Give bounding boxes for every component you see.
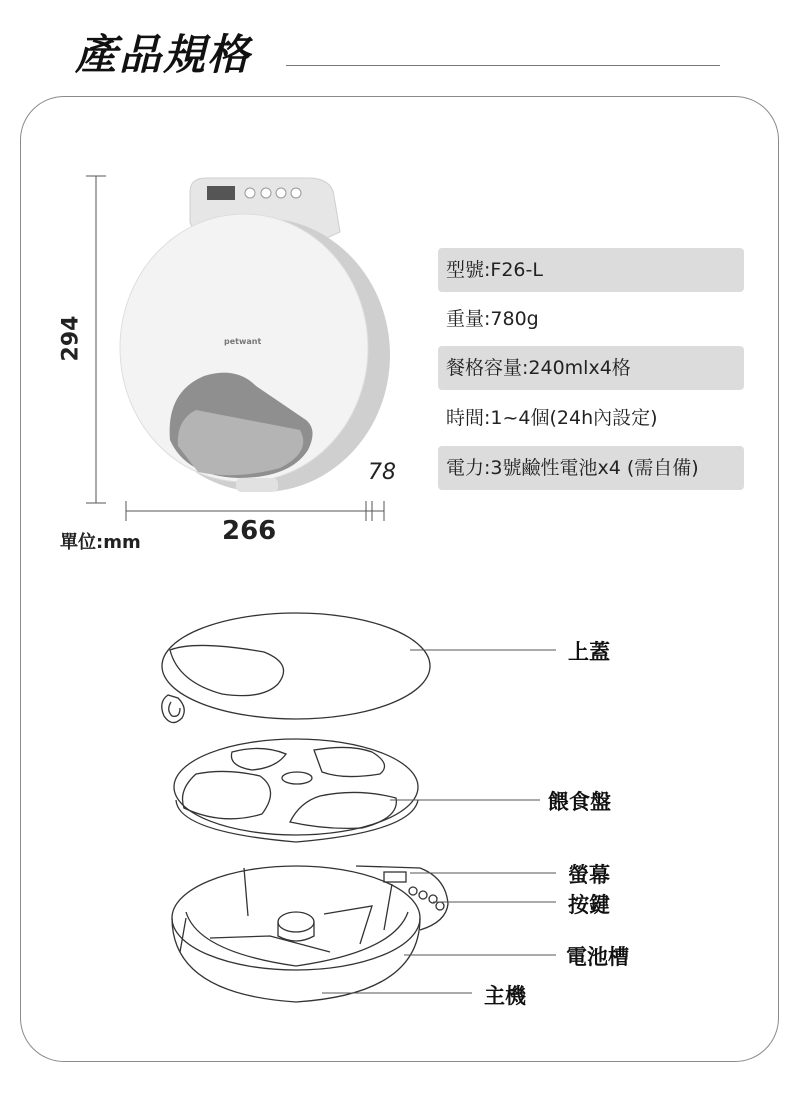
brand-logo: petwant — [224, 337, 262, 346]
part-label-lid: 上蓋 — [568, 640, 610, 664]
spec-capacity: 餐格容量:240mlx4格 — [438, 346, 744, 390]
lid-drawing — [162, 613, 430, 723]
dimension-depth: 78 — [368, 460, 396, 485]
spec-model: 型號:F26-L — [438, 248, 744, 292]
base-drawing — [172, 866, 448, 1002]
base-screen-icon — [384, 872, 406, 882]
exploded-view — [162, 613, 448, 1002]
dimension-width: 266 — [222, 516, 277, 546]
page-title: 產品規格 — [75, 30, 252, 79]
part-label-buttons: 按鍵 — [568, 893, 610, 917]
spec-weight: 重量:780g — [446, 308, 539, 330]
spec-power: 電力:3號鹼性電池x4 (需自備) — [438, 446, 744, 490]
part-label-battery: 電池槽 — [566, 945, 629, 969]
spec-time: 時間:1~4個(24h內設定) — [446, 407, 658, 429]
feeder-product-image — [120, 178, 390, 492]
part-label-tray: 餵食盤 — [548, 790, 611, 814]
part-label-base: 主機 — [484, 984, 526, 1008]
lcd-screen-icon — [207, 186, 235, 200]
part-label-screen: 螢幕 — [568, 863, 610, 887]
tray-drawing — [174, 739, 418, 842]
unit-label: 單位:mm — [60, 532, 141, 553]
leader-lines — [322, 650, 556, 993]
dimension-height: 294 — [58, 315, 84, 362]
